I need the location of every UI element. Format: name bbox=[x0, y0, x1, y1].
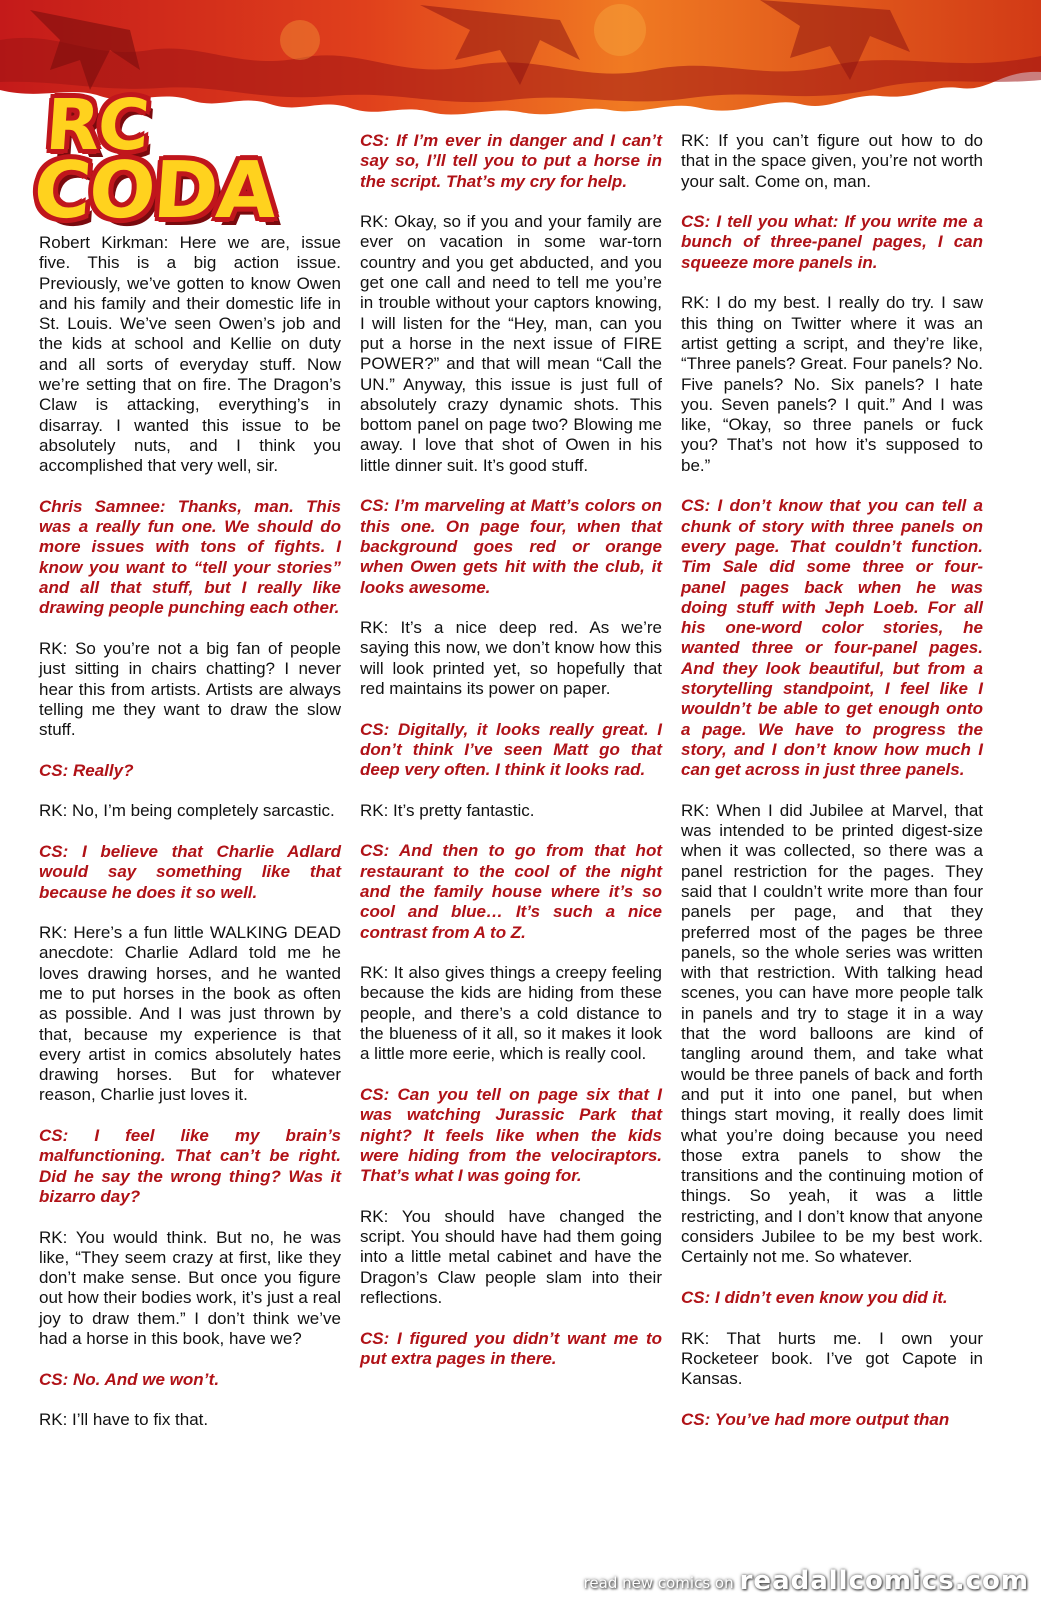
watermark-site[interactable]: readallcomics.com bbox=[739, 1566, 1029, 1596]
paragraph: RK: You would think. But no, he was like, “They seem crazy at first, like they don’t make sense. But once you figure out how their bodies work, it’s just a real joy to draw them.” I don’t think we’ve had a horse in this book, have we? bbox=[39, 1227, 341, 1349]
paragraph: CS: If I’m ever in danger and I can’t say so, I’ll tell you to put a horse in the script. That’s my cry for help. bbox=[360, 131, 662, 191]
logo-coda-text: CODA bbox=[30, 146, 278, 236]
paragraph: RK: Okay, so if you and your family are ever on vacation in some war-torn country and you get abducted, and you get one call and need to tell me you’re in trouble without your captors knowing, I will listen for the “Hey, man, can you put a horse in the next issue of FIRE POWER?” and that will mean “Call the UN.” Anyway, this issue is just full of absolutely crazy dynamic shots. This bottom panel on page two? Blowing me away. I love that shot of Owen in his little dinner suit. It’s good stuff. bbox=[360, 212, 662, 475]
paragraph: RK: Here’s a fun little WALKING DEAD anecdote: Charlie Adlard told me he loves drawing horses, and he wanted me to put horses in the book as often as possible. And I was just thrown by that, because my experience is that every artist in comics absolutely hates drawing horses. But for whatever reason, Charlie just loves it. bbox=[39, 923, 341, 1105]
paragraph: CS: I didn’t even know you did it. bbox=[681, 1287, 948, 1307]
paragraph: RK: It’s pretty fantastic. bbox=[360, 800, 535, 820]
column-2 bbox=[360, 131, 662, 1389]
paragraph: RK: When I did Jubilee at Marvel, that was intended to be printed digest-size when it was collected, so there was a panel restriction for the pages. They said that I couldn’t write more than four panels per page, and that they preferred most of the pages be three panels, so the whole series was written with that restriction. With talking head scenes, you can have more people talk in panels and try to stage it in a way that the word balloons are kind of tangling around them, and take what would be three panels of back and forth and put it into one panel, but when things start moving, it really does limit what you’re doing because you need those extra panels to show the transitions and the continuing motion of things. So yeah, it was a little restricting, and I don’t know that anyone considers Jubilee to be my best work. Certainly not me. So whatever. bbox=[681, 800, 983, 1267]
paragraph: CS: I’m marveling at Matt’s colors on this one. On page four, when that background goes red or orange when Owen gets hit with the club, it looks awesome. bbox=[360, 496, 662, 597]
paragraph: CS: Can you tell on page six that I was watching Jurassic Park that night? It feels like when the kids were hiding from the velociraptors. That’s what I was going for. bbox=[360, 1084, 662, 1186]
paragraph: CS: And then to go from that hot restaurant to the cool of the night and the family house where it’s so cool and blue… It’s such a nice contrast from A to Z. bbox=[360, 841, 662, 942]
rc-coda-logo bbox=[30, 84, 330, 234]
paragraph: RK: That hurts me. I own your Rocketeer book. I’ve got Capote in Kansas. bbox=[681, 1328, 983, 1389]
watermark-prefix: read new comics on bbox=[583, 1574, 734, 1592]
paragraph: CS: I figured you didn’t want me to put extra pages in there. bbox=[360, 1328, 662, 1368]
paragraph: CS: I don’t know that you can tell a chunk of story with three panels on every page. That couldn’t function. Tim Sale did some three or four-panel pages back when he was doing stuff with Jeph Loeb. For all his one-word color stories, he wanted three or four-panel pages. And they look beautiful, but from a storytelling standpoint, I feel like I wouldn’t be able to get enough onto a page. We have to progress the story, and I don’t know how much I can get across in just three panels. bbox=[681, 496, 983, 780]
paragraph: CS: No. And we won’t. bbox=[39, 1369, 220, 1389]
paragraph: RK: I do my best. I really do try. I saw this thing on Twitter where it was an artist getting a script, and they’re like, “Three panels? Great. Four panels? No. Five panels? No. Six panels? I hate you. Seven panels? I quit.” And I was like, “Okay, so three panels or fuck you? That’s not how it’s supposed to be.” bbox=[681, 293, 983, 475]
watermark[interactable] bbox=[584, 1564, 1029, 1596]
paragraph: CS: I feel like my brain’s malfunctioning. That can’t be right. Did he say the wrong thing? Was it bizarro day? bbox=[39, 1126, 341, 1206]
column-3 bbox=[681, 131, 983, 1450]
logo-rc-text: RC bbox=[43, 84, 151, 166]
paragraph: CS: You’ve had more output than bbox=[681, 1409, 950, 1429]
paragraph: CS: I tell you what: If you write me a bunch of three-panel pages, I can squeeze more panels in. bbox=[681, 212, 983, 272]
paragraph: CS: Digitally, it looks really great. I don’t think I’ve seen Matt go that deep very often. I think it looks rad. bbox=[360, 719, 662, 780]
paragraph: Robert Kirkman: Here we are, issue five. This is a big action issue. Previously, we’ve gotten to know Owen and his family and their domestic life in St. Louis. We’ve seen Owen’s job and the kids at school and Kellie on duty and all sorts of everyday stuff. Now we’re setting that on fire. The Dragon’s Claw is attacking, everything’s in disarray. I wanted this issue to be absolutely nuts, and I think you accomplished that very well, sir. bbox=[39, 233, 341, 476]
paragraph: RK: It’s a nice deep red. As we’re saying this now, we don’t know how this will look printed yet, so hopefully that red maintains its power on paper. bbox=[360, 618, 662, 699]
paragraph: RK: No, I’m being completely sarcastic. bbox=[39, 801, 335, 821]
paragraph: RK: It also gives things a creepy feeling because the kids are hiding from these people, and there’s a cold distance to the blueness of it all, so it makes it look a little more eerie, which is really cool. bbox=[360, 963, 662, 1064]
paragraph: CS: I believe that Charlie Adlard would say something like that because he does it so well. bbox=[39, 841, 341, 902]
column-1 bbox=[39, 233, 341, 1451]
paragraph: RK: If you can’t figure out how to do that in the space given, you’re not worth your salt. Come on, man. bbox=[681, 131, 983, 191]
paragraph: Chris Samnee: Thanks, man. This was a really fun one. We should do more issues with tons of fights. I know you want to “tell your stories” and all that stuff, but I really like drawing people punching each other. bbox=[39, 496, 341, 618]
paragraph: RK: You should have changed the script. You should have had them going into a little metal cabinet and have the Dragon’s Claw people slam into their reflections. bbox=[360, 1206, 662, 1307]
paragraph: RK: So you’re not a big fan of people just sitting in chairs chatting? I never hear this from artists. Artists are always telling me they want to draw the slow stuff. bbox=[39, 638, 341, 740]
paragraph: CS: Really? bbox=[39, 760, 134, 780]
paragraph: RK: I’ll have to fix that. bbox=[39, 1410, 209, 1430]
